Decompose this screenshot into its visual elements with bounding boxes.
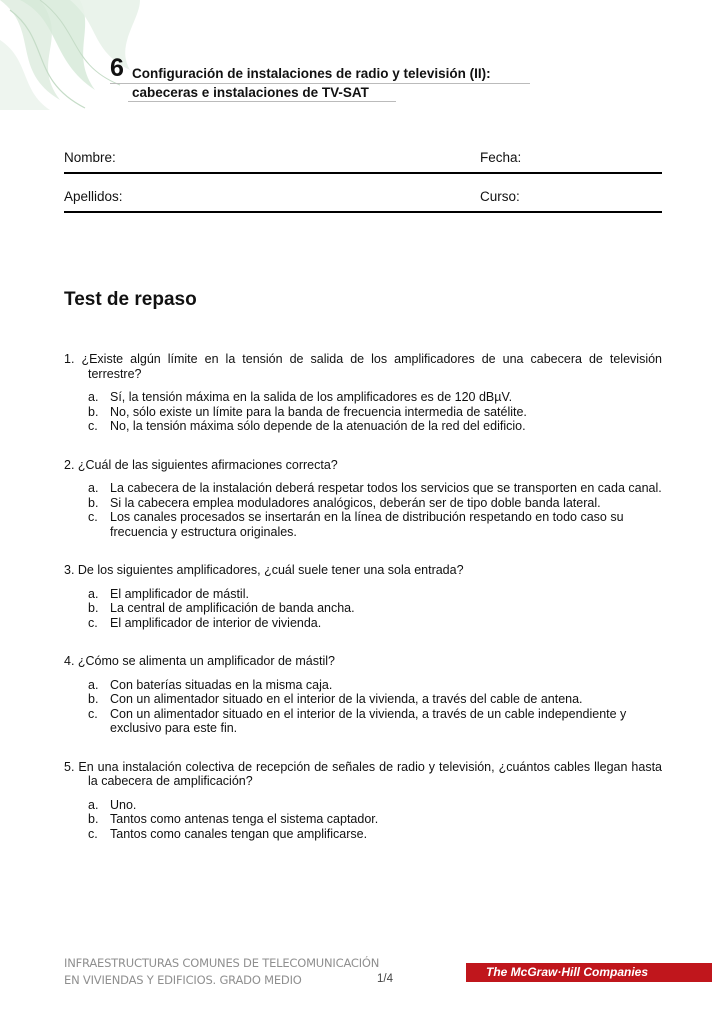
option-letter: a. (88, 390, 99, 404)
curso-label: Curso: (480, 189, 520, 204)
option-letter: b. (88, 404, 99, 419)
option-a (64, 587, 662, 602)
option-list (64, 587, 662, 631)
option-a (64, 481, 662, 496)
option-a (64, 678, 662, 693)
question-text: 4. ¿Cómo se alimenta un amplificador de mástil? (64, 654, 335, 668)
publisher-logo (466, 963, 712, 982)
form-row-apellidos-curso (64, 185, 662, 213)
option-c (64, 510, 662, 539)
option-text: Si la cabecera emplea moduladores analógicos, deberán ser de tipo doble banda lateral. (110, 495, 601, 510)
option-letter: c. (88, 706, 98, 721)
option-text: Uno. (110, 797, 137, 812)
option-c (64, 707, 662, 736)
option-b (64, 812, 662, 827)
option-letter: a. (88, 586, 99, 601)
option-text: Con un alimentador situado en el interior de la vivienda, a través de un cable independiente y exclusivo para este fin. (110, 706, 627, 735)
option-c (64, 616, 662, 631)
footer-book-title (64, 955, 379, 989)
footer-line-1: INFRAESTRUCTURAS COMUNES DE TELECOMUNICACIÓN (64, 956, 380, 970)
chapter-title-line-2: cabeceras e instalaciones de TV-SAT (132, 85, 369, 100)
title-underline-2 (128, 101, 396, 102)
option-letter: c. (88, 826, 98, 841)
option-a (64, 798, 662, 813)
question-text: 5. En una instalación colectiva de recepción de señales de radio y televisión, ¿cuántos cables llegan hasta la cabecera de amplificación? (64, 759, 662, 788)
decorative-swirl-graphic (0, 0, 150, 110)
chapter-title-line-1: Configuración de instalaciones de radio y televisión (II): (132, 66, 491, 81)
option-text: El amplificador de interior de vivienda. (110, 615, 322, 630)
option-list (64, 678, 662, 736)
title-underline-1 (110, 83, 530, 84)
page-number: 1/4 (377, 973, 393, 985)
option-letter: a. (88, 797, 99, 812)
chapter-number: 6 (110, 54, 124, 82)
option-list (64, 390, 662, 434)
apellidos-label: Apellidos: (64, 189, 123, 204)
option-c (64, 827, 662, 842)
question-4 (64, 654, 662, 736)
question-text: 1. ¿Existe algún límite en la tensión de salida de los amplificadores de una cabecera de televisión terrestre? (64, 352, 662, 381)
option-a (64, 390, 662, 405)
question-3 (64, 563, 662, 630)
section-title: Test de repaso (64, 289, 197, 310)
question-2 (64, 458, 662, 540)
option-text: Sí, la tensión máxima en la salida de los amplificadores es de 120 dBµV. (110, 390, 513, 404)
form-row-nombre-fecha (64, 146, 662, 174)
option-letter: c. (88, 419, 98, 433)
option-c (64, 419, 662, 434)
option-letter: b. (88, 495, 99, 510)
option-b (64, 692, 662, 707)
publisher-logo-text: The McGraw·Hill Companies (486, 965, 649, 979)
option-letter: b. (88, 692, 99, 706)
option-text: Con un alimentador situado en el interior de la vivienda, a través del cable de antena. (110, 692, 583, 706)
option-letter: a. (88, 677, 99, 692)
option-letter: a. (88, 481, 99, 495)
option-text: El amplificador de mástil. (110, 586, 249, 601)
option-text: Con baterías situadas en la misma caja. (110, 677, 333, 692)
fecha-label: Fecha: (480, 150, 522, 165)
option-letter: c. (88, 615, 98, 630)
footer-line-2: EN VIVIENDAS Y EDIFICIOS. GRADO MEDIO (64, 973, 302, 987)
question-1 (64, 352, 662, 434)
option-text: La central de amplificación de banda ancha. (110, 601, 355, 615)
option-letter: c. (88, 510, 98, 524)
option-text: La cabecera de la instalación deberá respetar todos los servicios que se transporten en cada canal. (110, 481, 662, 495)
question-text: 3. De los siguientes amplificadores, ¿cuál suele tener una sola entrada? (64, 563, 464, 577)
option-text: No, la tensión máxima sólo depende de la atenuación de la red del edificio. (110, 419, 526, 433)
option-text: Tantos como antenas tenga el sistema captador. (110, 812, 379, 826)
option-list (64, 481, 662, 539)
option-letter: b. (88, 812, 99, 826)
questions-list (64, 352, 662, 865)
option-b (64, 496, 662, 511)
option-text: Los canales procesados se insertarán en la línea de distribución respetando en todo caso su frecuencia y estructura originales. (110, 510, 624, 539)
nombre-label: Nombre: (64, 150, 116, 165)
option-letter: b. (88, 601, 99, 615)
option-b (64, 601, 662, 616)
option-b (64, 405, 662, 420)
question-5 (64, 760, 662, 842)
option-list (64, 798, 662, 842)
option-text: Tantos como canales tengan que amplificarse. (110, 826, 368, 841)
option-text: No, sólo existe un límite para la banda de frecuencia intermedia de satélite. (110, 404, 527, 419)
question-text: 2. ¿Cuál de las siguientes afirmaciones correcta? (64, 457, 338, 472)
